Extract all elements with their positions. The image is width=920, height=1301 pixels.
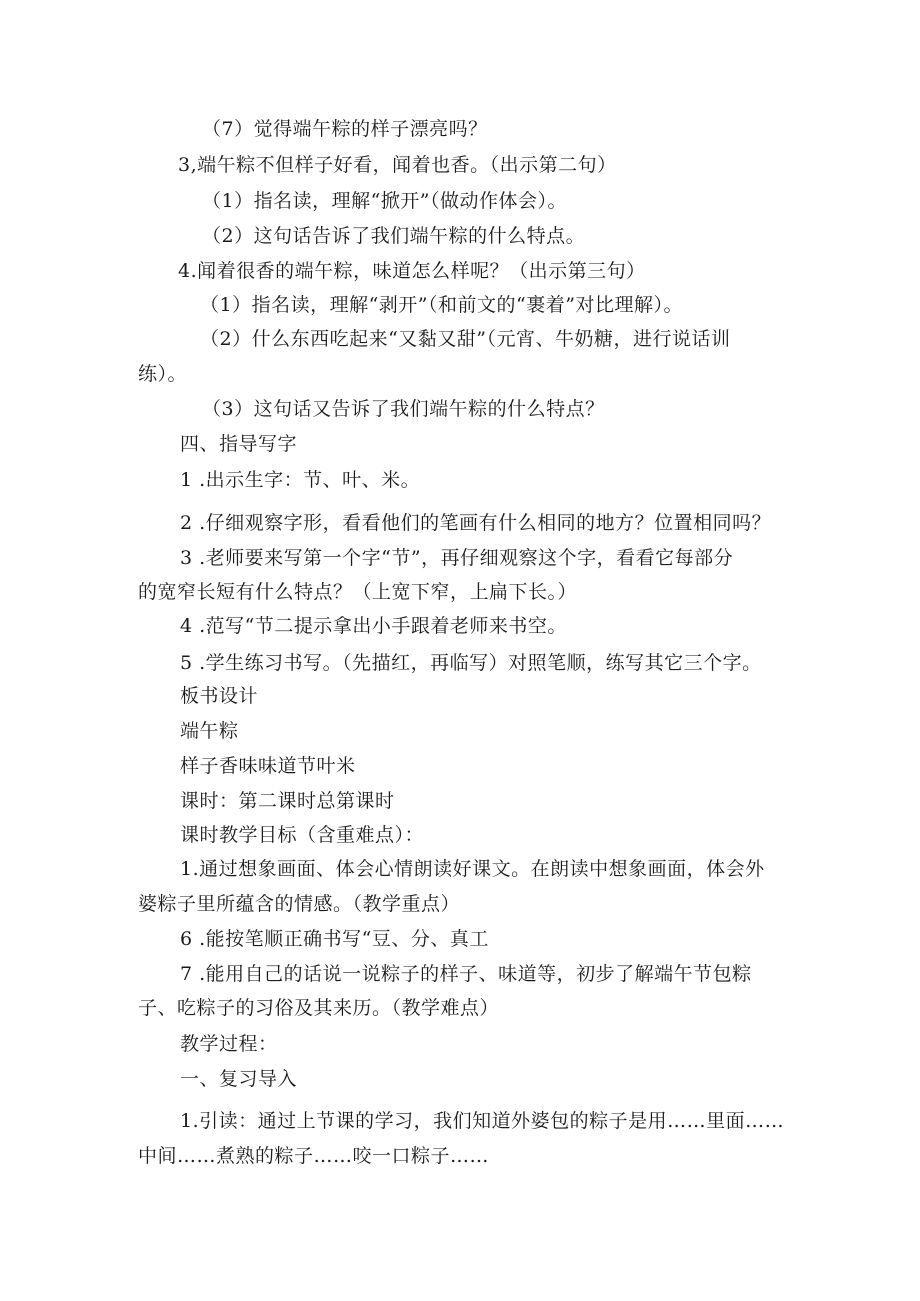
text-line: （3）这句话又告诉了我们端午粽的什么特点？ bbox=[202, 398, 605, 420]
text-line: （1）指名读，理解“剥开”（和前文的“裹着”对比理解）。 bbox=[200, 294, 683, 316]
text-line: 1.引读：通过上节课的学习，我们知道外婆包的粽子是用……里面…… bbox=[180, 1110, 785, 1132]
text-line: （2）什么东西吃起来“又黏又甜”（元宵、牛奶糖，进行说话训 bbox=[200, 328, 731, 350]
text-line: （7）觉得端午粽的样子漂亮吗？ bbox=[202, 118, 488, 140]
text-line: 端午粽 bbox=[180, 720, 239, 742]
text-line: 课时教学目标（含重难点）： bbox=[180, 824, 425, 846]
text-line: 5 .学生练习书写。（先描红，再临写）对照笔顺，练写其它三个字。 bbox=[180, 652, 762, 674]
text-line: 7 .能用自己的话说一说粽子的样子、味道等，初步了解端午节包粽 bbox=[180, 963, 752, 985]
text-line: 6 .能按笔顺正确书写“豆、分、真工 bbox=[180, 928, 489, 950]
section-heading: 教学过程： bbox=[180, 1033, 278, 1055]
text-line: 3,端午粽不但样子好看，闻着也香。（出示第二句） bbox=[178, 154, 617, 176]
text-line: 子、吃粽子的习俗及其来历。（教学难点） bbox=[138, 997, 500, 1019]
text-line: 样子香味味道节叶米 bbox=[180, 755, 356, 777]
section-heading: 一、复习导入 bbox=[180, 1068, 298, 1090]
text-line: 4.闻着很香的端午粽，味道怎么样呢？（出示第三句） bbox=[178, 260, 646, 282]
section-heading: 四、指导写字 bbox=[180, 433, 298, 455]
text-line: 4 .范写“节二提示拿出小手跟着老师来书空。 bbox=[180, 615, 567, 637]
text-line: 课时：第二课时总第课时 bbox=[180, 790, 395, 812]
text-line: 中间……煮熟的粽子……咬一口粽子…… bbox=[138, 1145, 490, 1167]
text-line: 2 .仔细观察字形，看看他们的笔画有什么相同的地方？位置相同吗？ bbox=[180, 512, 772, 534]
text-line: （2）这句话告诉了我们端午粽的什么特点。 bbox=[202, 225, 586, 247]
text-line: 1.通过想象画面、体会心情朗读好课文。在朗读中想象画面，体会外 bbox=[180, 858, 765, 880]
text-line: 的宽窄长短有什么特点？（上宽下窄，上扁下长。） bbox=[138, 581, 578, 603]
text-line: 1 .出示生字：节、叶、米。 bbox=[180, 469, 421, 491]
text-line: 婆粽子里所蕴含的情感。（教学重点） bbox=[138, 893, 461, 915]
text-line: 3 .老师要来写第一个字“节”，再仔细观察这个字，看看它每部分 bbox=[180, 547, 734, 569]
section-heading: 板书设计 bbox=[180, 685, 259, 707]
text-line: 练）。 bbox=[138, 363, 188, 385]
text-line: （1）指名读，理解“掀开”（做动作体会）。 bbox=[202, 190, 568, 212]
